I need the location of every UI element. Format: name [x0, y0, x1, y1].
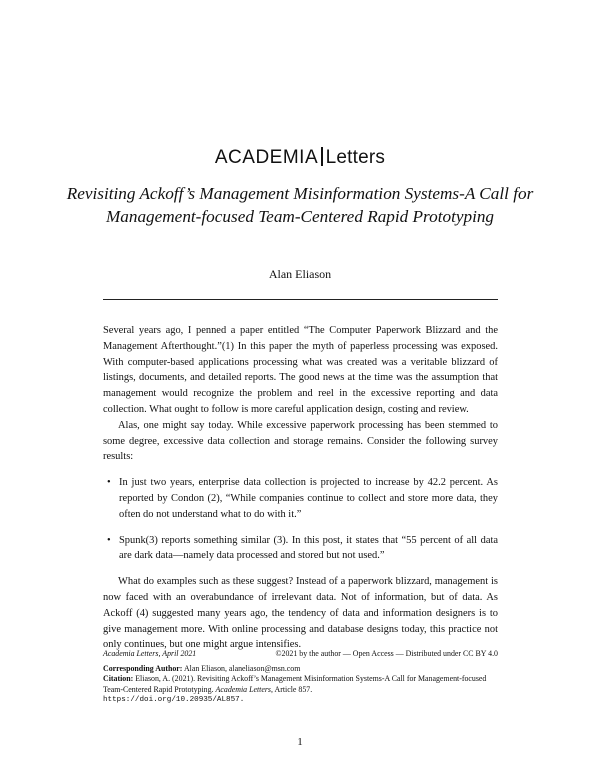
corresponding-label: Corresponding Author: [103, 663, 183, 673]
citation-label: Citation: [103, 674, 134, 684]
list-item-text: In just two years, enterprise data collection is projected to increase by 42.2 percent. As reported by Condon (2), “While companies continue to collect and store more data, they often do not understand what to do with it.” [119, 477, 498, 520]
journal-brand: ACADEMIA [214, 147, 319, 168]
journal-section: Letters [325, 147, 386, 168]
corresponding-value: Alan Eliason, alaneliason@msn.com [183, 663, 301, 673]
doi-link[interactable]: https://doi.org/10.20935/AL857. [103, 696, 245, 705]
body-paragraph-1: Several years ago, I penned a paper entitled “The Computer Paperwork Blizzard and the Management Afterthought.”(1) In this paper the myth of paperless processing was exposed. With computer-based applications processing what was created was a veritable blizzard of listings, documents, and detailed reports. The good news at the time was the assumption that management would recognize the problem and reel in the excessive reporting and data collection. What ought to follow is more careful application design, costing and review. [103, 325, 498, 415]
bullet-icon: • [107, 534, 111, 546]
paper-title: Revisiting Ackoff’s Management Misinformation Systems-A Call for Management-focused Team-Centered Rapid Prototyping [66, 184, 534, 226]
survey-results-list [103, 475, 498, 564]
paper-body [103, 323, 498, 653]
paper-author: Alan Eliason [268, 267, 332, 281]
list-item [103, 475, 498, 522]
masthead-separator [321, 147, 323, 166]
list-item-text: Spunk(3) reports something similar (3). In this post, it states that “55 percent of all data are dark data—namely data processed and stored but not used.” [119, 534, 498, 562]
journal-date: Academia Letters, April 2021 [103, 649, 197, 658]
citation-journal: Academia Letters [215, 684, 271, 694]
list-item [103, 533, 498, 565]
page-number: 1 [297, 736, 303, 748]
title-divider [103, 299, 498, 300]
body-paragraph-3: What do examples such as these suggest? Instead of a paperwork blizzard, management is now faced with an overabundance of irrelevant data. Not of information, but of data. As Ackoff (4) suggested many years ago, the tendency of data and information designers is to give management more. With online processing and database designs today, this practice not only continues, but one might argue intensifies. [103, 576, 498, 651]
body-paragraph-2: Alas, one might say today. While excessive paperwork processing has been stemmed to some degree, excessive data collection and storage remains. Consider the following survey results: [103, 419, 498, 463]
paper-footer [103, 649, 498, 706]
bullet-icon: • [107, 477, 111, 489]
citation-article: , Article 857. [271, 684, 313, 694]
license-notice: ©2021 by the author — Open Access — Distributed under CC BY 4.0 [275, 649, 498, 658]
journal-masthead [0, 147, 600, 169]
citation-text: Eliason, A. (2021). Revisiting Ackoff’s Management Misinformation Systems-A Call for Management-focused Team-Centered Rapid Prototyping. [103, 674, 487, 694]
citation [103, 674, 498, 695]
corresponding-author [103, 664, 498, 675]
